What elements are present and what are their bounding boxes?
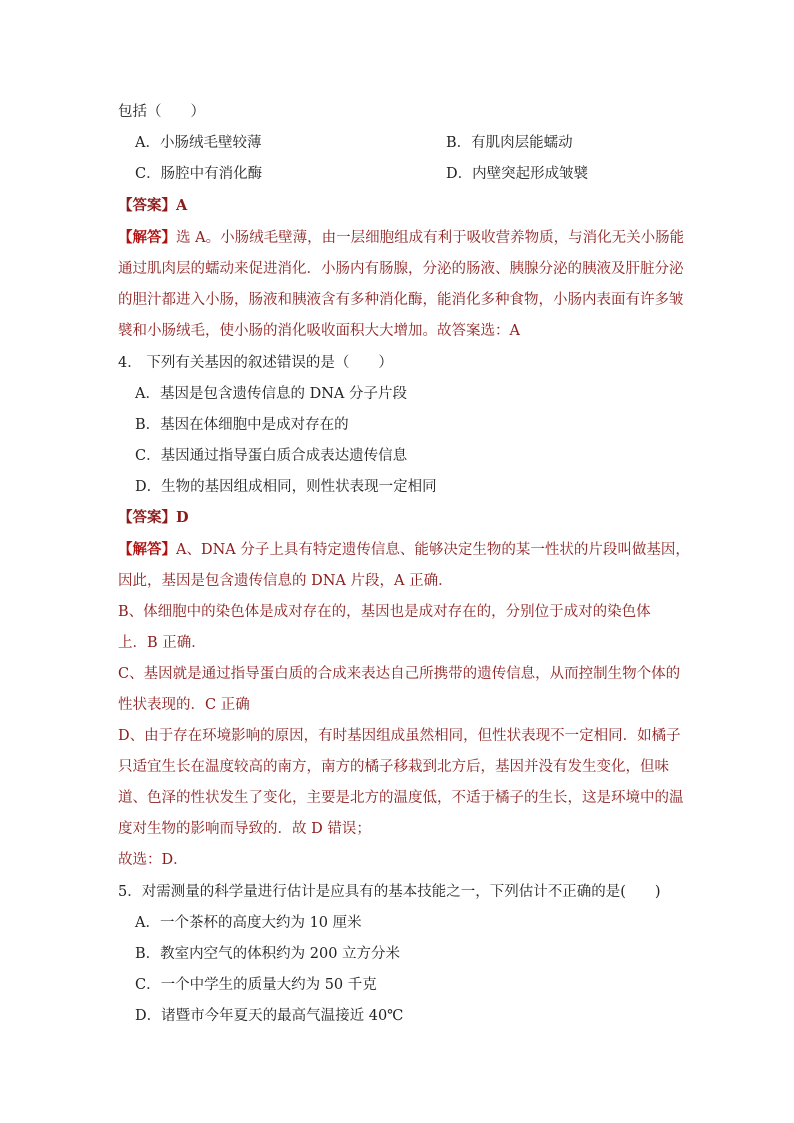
q4-option-b: B．基因在体细胞中是成对存在的 — [135, 417, 349, 433]
q3-option-a: A．小肠绒毛壁较薄 — [135, 135, 262, 151]
q4-option-a: A．基因是包含遗传信息的 DNA 分子片段 — [135, 386, 407, 402]
q4-explain-line-6: 性状表现的．C 正确 — [118, 697, 250, 713]
q4-explain-line-5: C、基因就是通过指导蛋白质的合成来表达自己所携带的遗传信息，从而控制生物个体的 — [118, 666, 681, 682]
q4-answer — [118, 507, 189, 529]
q4-explain-line-8: 只适宜生长在温度较高的南方，南方的橘子移栽到北方后，基因并没有发生变化，但味 — [118, 759, 669, 775]
q5-option-c: C．一个中学生的质量大约为 50 千克 — [135, 977, 377, 993]
q4-option-d: D．生物的基因组成相同，则性状表现一定相同 — [135, 479, 437, 495]
q5-stem: 5．对需测量的科学量进行估计是应具有的基本技能之一，下列估计不正确的是( ) — [118, 884, 661, 900]
q4-explain-line-3: B、体细胞中的染色体是成对存在的，基因也是成对存在的，分别位于成对的染色体 — [118, 604, 651, 620]
q4-explain-line-10: 度对生物的影响而导致的．故 D 错误； — [118, 821, 371, 837]
q4-explain-line-11: 故选：D． — [118, 852, 188, 868]
q4-stem: 4． 下列有关基因的叙述错误的是（ ） — [118, 355, 393, 371]
q5-option-a: A．一个茶杯的高度大约为 10 厘米 — [135, 915, 362, 931]
q4-explain-line-7: D、由于存在环境影响的原因，有时基因组成虽然相同，但性状表现不一定相同．如橘子 — [118, 728, 681, 744]
explain-text: A、DNA 分子上具有特定遗传信息、能够决定生物的某一性状的片段叫做基因， — [176, 542, 690, 558]
q4-explain-line-1 — [118, 539, 690, 561]
explain-tag: 【解答】 — [118, 229, 176, 246]
answer-tag: 【答案】 — [118, 197, 176, 214]
answer-value: A — [176, 197, 188, 214]
q5-option-b: B．教室内空气的体积约为 200 立方分米 — [135, 946, 401, 962]
q3-explain-line-4: 襞和小肠绒毛，使小肠的消化吸收面积大大增加。故答案选：A — [118, 323, 520, 339]
q5-option-d: D．诸暨市今年夏天的最高气温接近 40℃ — [135, 1008, 404, 1024]
q3-explain-line-1 — [118, 227, 684, 249]
explain-text: 选 A。小肠绒毛壁薄，由一层细胞组成有利于吸收营养物质，与消化无关小肠能 — [176, 230, 685, 246]
q3-option-c: C．肠腔中有消化酶 — [135, 166, 263, 182]
q3-explain-line-2: 通过肌肉层的蠕动来促进消化．小肠内有肠腺，分泌的肠液、胰腺分泌的胰液及肝脏分泌 — [118, 261, 684, 277]
q4-explain-line-9: 道、色泽的性状发生了变化，主要是北方的温度低，不适于橘子的生长，这是环境中的温 — [118, 790, 684, 806]
answer-tag: 【答案】 — [118, 509, 176, 526]
q4-option-c: C．基因通过指导蛋白质合成表达遗传信息 — [135, 448, 408, 464]
answer-value: D — [176, 509, 189, 526]
q3-option-b: B．有肌肉层能蠕动 — [446, 135, 573, 151]
q3-explain-line-3: 的胆汁都进入小肠，肠液和胰液含有多种消化酶，能消化多种食物，小肠内表面有许多皱 — [118, 292, 684, 308]
q4-explain-line-2: 因此，基因是包含遗传信息的 DNA 片段，A 正确． — [118, 573, 453, 589]
q3-answer — [118, 195, 187, 217]
q4-explain-line-4: 上．B 正确． — [118, 635, 206, 651]
q3-option-d: D．内壁突起形成皱襞 — [446, 166, 589, 182]
explain-tag: 【解答】 — [118, 541, 176, 558]
q3-stem-tail: 包括（ ） — [118, 104, 205, 120]
